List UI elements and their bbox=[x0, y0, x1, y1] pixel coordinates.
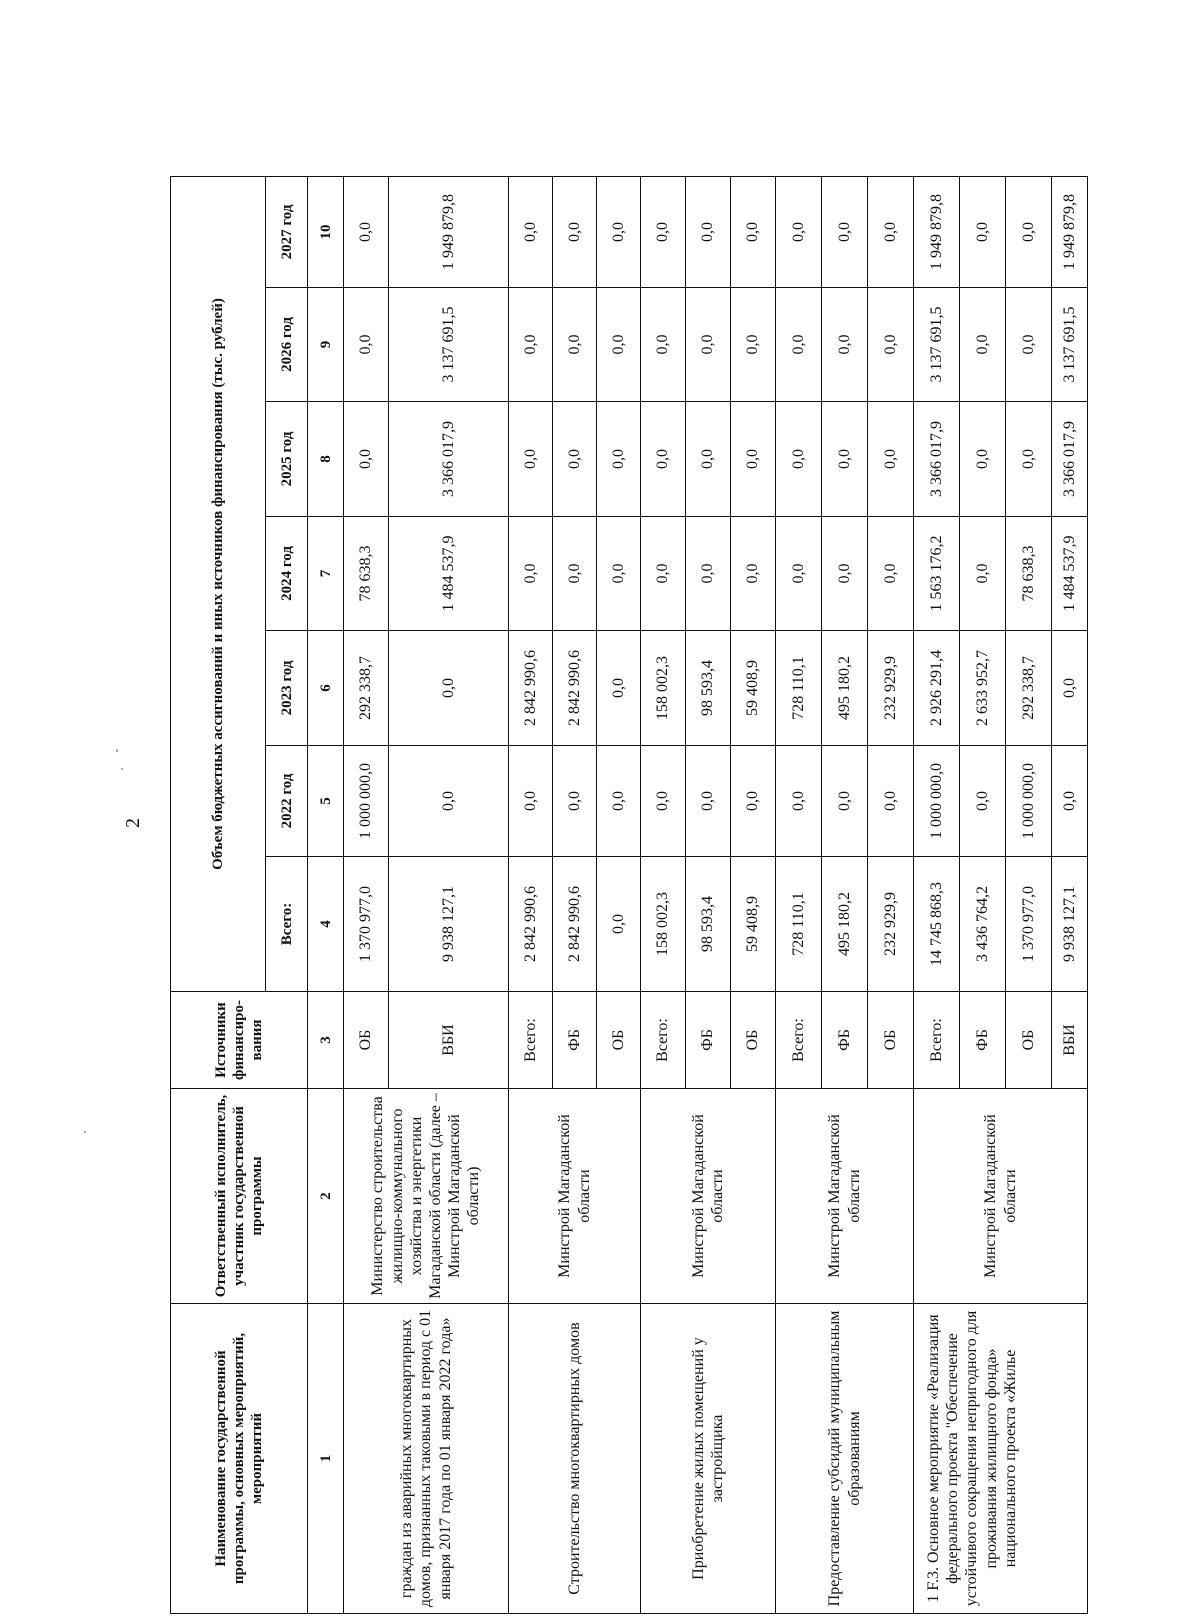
amount: 0,0 bbox=[597, 402, 641, 517]
funding-source: Всего: bbox=[776, 992, 822, 1089]
amount: 0,0 bbox=[686, 746, 731, 857]
amount: 0,0 bbox=[960, 176, 1006, 287]
header-program-name: Наименование государственной программы, основных мероприятий, мероприятий bbox=[171, 1304, 308, 1614]
amount: 232 929,9 bbox=[868, 631, 914, 746]
amount: 0,0 bbox=[597, 288, 641, 402]
amount: 0,0 bbox=[822, 176, 868, 287]
amount: 0,0 bbox=[509, 517, 553, 631]
amount: 0,0 bbox=[731, 517, 776, 631]
amount: 0,0 bbox=[641, 288, 686, 402]
amount: 0,0 bbox=[868, 402, 914, 517]
amount: 292 338,7 bbox=[1006, 631, 1052, 746]
amount: 0,0 bbox=[960, 402, 1006, 517]
amount: 0,0 bbox=[776, 402, 822, 517]
header-year: 2027 год bbox=[266, 176, 308, 287]
header-funding-source: Источники финансиро-вания bbox=[171, 992, 308, 1089]
amount: 0,0 bbox=[822, 402, 868, 517]
amount: 0,0 bbox=[731, 746, 776, 857]
amount: 59 408,9 bbox=[731, 857, 776, 992]
amount: 0,0 bbox=[641, 402, 686, 517]
amount: 1 000 000,0 bbox=[914, 746, 960, 857]
program-name: Приобретение жилых помещений у застройщика bbox=[641, 1304, 776, 1614]
amount: 0,0 bbox=[822, 746, 868, 857]
table-row bbox=[776, 176, 822, 1613]
funding-source: ОБ bbox=[597, 992, 641, 1089]
funding-source: ФБ bbox=[686, 992, 731, 1089]
amount: 2 842 990,6 bbox=[509, 857, 553, 992]
amount: 0,0 bbox=[597, 857, 641, 992]
amount: 1 949 879,8 bbox=[389, 176, 509, 287]
amount: 0,0 bbox=[597, 631, 641, 746]
amount: 495 180,2 bbox=[822, 857, 868, 992]
amount: 0,0 bbox=[389, 631, 509, 746]
amount: 9 938 127,1 bbox=[389, 857, 509, 992]
column-number: 8 bbox=[308, 402, 344, 517]
amount: 78 638,3 bbox=[344, 517, 389, 631]
amount: 0,0 bbox=[868, 288, 914, 402]
executor: Министерство строительства жилищно-коммунального хозяйства и энергетики Магаданской области (далее – Минстрой Магаданской области) bbox=[344, 1089, 509, 1304]
amount: 0,0 bbox=[868, 176, 914, 287]
scan-speck bbox=[116, 749, 118, 752]
amount: 0,0 bbox=[1006, 402, 1052, 517]
amount: 0,0 bbox=[597, 176, 641, 287]
amount: 14 745 868,3 bbox=[914, 857, 960, 992]
amount: 0,0 bbox=[641, 517, 686, 631]
table-row bbox=[641, 176, 686, 1613]
amount: 232 929,9 bbox=[868, 857, 914, 992]
amount: 1 949 879,8 bbox=[1052, 176, 1088, 287]
executor: Минстрой Магаданской области bbox=[641, 1089, 776, 1304]
column-number: 4 bbox=[308, 857, 344, 992]
program-name: Предоставление субсидий муниципальным образованиям bbox=[776, 1304, 914, 1614]
amount: 0,0 bbox=[822, 517, 868, 631]
header-year: 2023 год bbox=[266, 631, 308, 746]
funding-source: Всего: bbox=[641, 992, 686, 1089]
amount: 0,0 bbox=[731, 288, 776, 402]
amount: 98 593,4 bbox=[686, 631, 731, 746]
header-year: 2024 год bbox=[266, 517, 308, 631]
amount: 2 926 291,4 bbox=[914, 631, 960, 746]
amount: 2 842 990,6 bbox=[553, 857, 597, 992]
amount: 0,0 bbox=[509, 746, 553, 857]
amount: 0,0 bbox=[868, 517, 914, 631]
amount: 3 366 017,9 bbox=[914, 402, 960, 517]
amount: 3 137 691,5 bbox=[1052, 288, 1088, 402]
amount: 1 370 977,0 bbox=[1006, 857, 1052, 992]
amount: 0,0 bbox=[344, 288, 389, 402]
amount: 3 366 017,9 bbox=[1052, 402, 1088, 517]
table-row bbox=[344, 176, 389, 1613]
amount: 2 842 990,6 bbox=[509, 631, 553, 746]
amount: 0,0 bbox=[553, 517, 597, 631]
funding-table bbox=[170, 176, 1088, 1614]
amount: 0,0 bbox=[389, 746, 509, 857]
program-name: граждан из аварийных многоквартирных домов, признанных таковыми в период с 01 января 2017 года по 01 января 2022 года» bbox=[344, 1304, 509, 1614]
column-number: 2 bbox=[308, 1089, 344, 1304]
page-number: 2 bbox=[122, 818, 144, 828]
header-total: Всего: bbox=[266, 857, 308, 992]
funding-source: ВБИ bbox=[389, 992, 509, 1089]
amount: 0,0 bbox=[509, 288, 553, 402]
amount: 728 110,1 bbox=[776, 857, 822, 992]
amount: 78 638,3 bbox=[1006, 517, 1052, 631]
column-number: 3 bbox=[308, 992, 344, 1089]
amount: 495 180,2 bbox=[822, 631, 868, 746]
funding-source: Всего: bbox=[509, 992, 553, 1089]
funding-source: ФБ bbox=[822, 992, 868, 1089]
column-number: 6 bbox=[308, 631, 344, 746]
scan-speck bbox=[121, 768, 123, 770]
amount: 1 563 176,2 bbox=[914, 517, 960, 631]
column-number: 10 bbox=[308, 176, 344, 287]
program-name: Строительство многоквартирных домов bbox=[509, 1304, 641, 1614]
amount: 59 408,9 bbox=[731, 631, 776, 746]
funding-source: ОБ bbox=[731, 992, 776, 1089]
amount: 0,0 bbox=[960, 517, 1006, 631]
amount: 1 484 537,9 bbox=[389, 517, 509, 631]
amount: 0,0 bbox=[686, 176, 731, 287]
amount: 0,0 bbox=[1006, 288, 1052, 402]
amount: 9 938 127,1 bbox=[1052, 857, 1088, 992]
amount: 0,0 bbox=[553, 746, 597, 857]
amount: 0,0 bbox=[686, 402, 731, 517]
amount: 0,0 bbox=[960, 746, 1006, 857]
amount: 2 633 952,7 bbox=[960, 631, 1006, 746]
amount: 0,0 bbox=[731, 176, 776, 287]
amount: 0,0 bbox=[597, 517, 641, 631]
column-number: 9 bbox=[308, 288, 344, 402]
amount: 3 137 691,5 bbox=[914, 288, 960, 402]
amount: 0,0 bbox=[553, 402, 597, 517]
amount: 0,0 bbox=[868, 746, 914, 857]
rotated-page-content bbox=[170, 177, 1078, 1614]
funding-source: ОБ bbox=[1006, 992, 1052, 1089]
funding-source: ФБ bbox=[553, 992, 597, 1089]
amount: 0,0 bbox=[776, 176, 822, 287]
header-year: 2025 год bbox=[266, 402, 308, 517]
amount: 0,0 bbox=[641, 176, 686, 287]
column-number: 1 bbox=[308, 1304, 344, 1614]
amount: 0,0 bbox=[1052, 631, 1088, 746]
scan-speck bbox=[84, 1131, 86, 1133]
funding-source: ФБ bbox=[960, 992, 1006, 1089]
column-number-row bbox=[308, 176, 344, 1613]
table-row bbox=[509, 176, 553, 1613]
amount: 3 436 764,2 bbox=[960, 857, 1006, 992]
funding-source: Всего: bbox=[914, 992, 960, 1089]
amount: 0,0 bbox=[776, 288, 822, 402]
amount: 0,0 bbox=[960, 288, 1006, 402]
amount: 158 002,3 bbox=[641, 857, 686, 992]
executor: Минстрой Магаданской области bbox=[509, 1089, 641, 1304]
amount: 1 949 879,8 bbox=[914, 176, 960, 287]
amount: 98 593,4 bbox=[686, 857, 731, 992]
executor: Минстрой Магаданской области bbox=[914, 1089, 1088, 1304]
amount: 0,0 bbox=[344, 176, 389, 287]
amount: 0,0 bbox=[509, 402, 553, 517]
funding-source: ВБИ bbox=[1052, 992, 1088, 1089]
amount: 3 137 691,5 bbox=[389, 288, 509, 402]
amount: 0,0 bbox=[509, 176, 553, 287]
amount: 0,0 bbox=[344, 402, 389, 517]
program-name: 1 F.3. Основное мероприятие «Реализация федерального проекта "Обеспечение устойчивого сокращения непригодного для проживания жилищного фонда» национального проекта «Жилье bbox=[914, 1304, 1088, 1614]
funding-source: ОБ bbox=[344, 992, 389, 1089]
amount: 0,0 bbox=[822, 288, 868, 402]
header-funding-volume: Объем бюджетных ассигнований и иных источников финансирования (тыс. рублей) bbox=[171, 176, 266, 991]
header-year: 2022 год bbox=[266, 746, 308, 857]
amount: 1 484 537,9 bbox=[1052, 517, 1088, 631]
amount: 0,0 bbox=[776, 517, 822, 631]
column-number: 7 bbox=[308, 517, 344, 631]
amount: 0,0 bbox=[597, 746, 641, 857]
amount: 1 000 000,0 bbox=[344, 746, 389, 857]
amount: 1 000 000,0 bbox=[1006, 746, 1052, 857]
amount: 728 110,1 bbox=[776, 631, 822, 746]
amount: 0,0 bbox=[553, 176, 597, 287]
header-year: 2026 год bbox=[266, 288, 308, 402]
amount: 0,0 bbox=[1006, 176, 1052, 287]
amount: 0,0 bbox=[1052, 746, 1088, 857]
amount: 292 338,7 bbox=[344, 631, 389, 746]
amount: 158 002,3 bbox=[641, 631, 686, 746]
column-number: 5 bbox=[308, 746, 344, 857]
amount: 0,0 bbox=[686, 288, 731, 402]
amount: 1 370 977,0 bbox=[344, 857, 389, 992]
amount: 3 366 017,9 bbox=[389, 402, 509, 517]
header-executor: Ответственный исполнитель, участник государственной программы bbox=[171, 1089, 308, 1304]
table-row bbox=[914, 176, 960, 1613]
amount: 2 842 990,6 bbox=[553, 631, 597, 746]
amount: 0,0 bbox=[686, 517, 731, 631]
amount: 0,0 bbox=[776, 746, 822, 857]
amount: 0,0 bbox=[731, 402, 776, 517]
funding-source: ОБ bbox=[868, 992, 914, 1089]
amount: 0,0 bbox=[553, 288, 597, 402]
amount: 0,0 bbox=[641, 746, 686, 857]
executor: Минстрой Магаданской области bbox=[776, 1089, 914, 1304]
